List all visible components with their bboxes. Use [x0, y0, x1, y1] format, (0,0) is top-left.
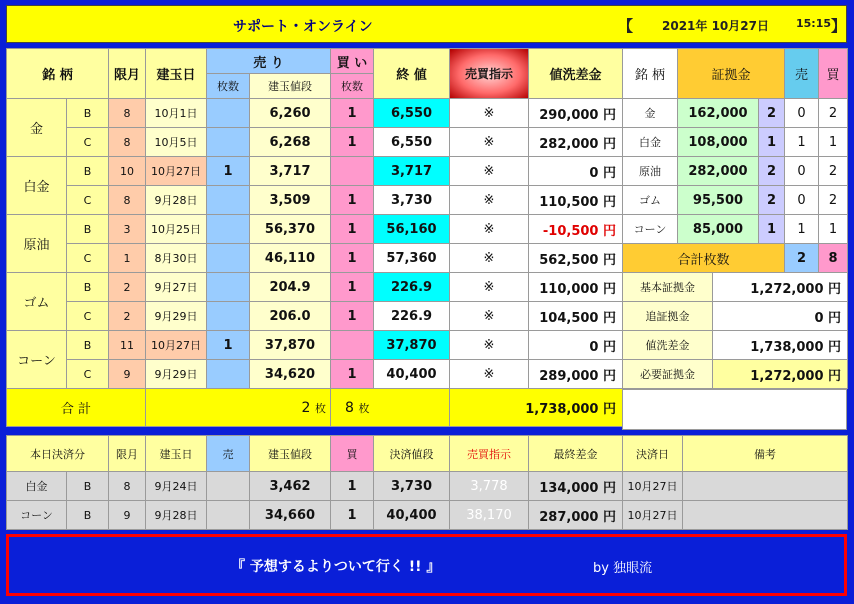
margin-buy: 1 — [819, 215, 848, 244]
settlement-header-buy: 買 — [331, 436, 374, 472]
close-price: 40,400 — [374, 360, 450, 389]
position-row — [7, 302, 623, 331]
sell-count — [207, 128, 250, 157]
settlement-sell — [207, 501, 250, 530]
contract-month: 8 — [109, 99, 146, 128]
margin-brand: ゴム — [623, 186, 678, 215]
settlement-header-section: 本日決済分 — [7, 436, 109, 472]
position-type: B — [67, 157, 109, 186]
margin-sell: 1 — [785, 215, 819, 244]
margin-count: 1 — [759, 128, 785, 157]
settlement-open-price: 3,462 — [250, 472, 331, 501]
settlement-type: B — [67, 472, 109, 501]
margin-row — [623, 128, 848, 157]
open-date: 10月1日 — [146, 99, 207, 128]
margin-row — [623, 99, 848, 128]
position-row — [7, 331, 623, 360]
settlement-instruction: 38,170 — [450, 501, 529, 530]
summary-label: 必要証拠金 — [623, 360, 713, 389]
settlement-header-month: 限月 — [109, 436, 146, 472]
header-month: 限月 — [109, 49, 146, 99]
instruction-mark[interactable]: ※ — [450, 215, 529, 244]
open-price: 37,870 — [250, 331, 331, 360]
contract-month: 2 — [109, 273, 146, 302]
position-row — [7, 128, 623, 157]
margin-row — [623, 157, 848, 186]
header-buy: 買 い — [331, 49, 374, 74]
contract-month: 10 — [109, 157, 146, 186]
open-price: 6,268 — [250, 128, 331, 157]
margin-buy: 2 — [819, 186, 848, 215]
sell-count: 1 — [207, 331, 250, 360]
margin-brand: コーン — [623, 215, 678, 244]
instruction-mark[interactable]: ※ — [450, 302, 529, 331]
buy-count: 1 — [331, 128, 374, 157]
margin-amount: 95,500 — [678, 186, 759, 215]
settlement-instruction: 3,778 — [450, 472, 529, 501]
margin-header-buy: 買 — [819, 49, 848, 99]
sell-count — [207, 302, 250, 331]
settlement-month: 9 — [109, 501, 146, 530]
contract-month: 3 — [109, 215, 146, 244]
settlement-date: 10月27日 — [623, 501, 683, 530]
open-date: 9月29日 — [146, 302, 207, 331]
position-type: B — [67, 215, 109, 244]
position-type: C — [67, 360, 109, 389]
total-sell-count: 2 — [301, 399, 311, 416]
total-buy-count: 8 — [345, 399, 354, 416]
header-buy-count: 枚数 — [331, 74, 374, 99]
margin-total-buy: 8 — [819, 244, 848, 273]
margin-header-amount: 証拠金 — [678, 49, 785, 99]
sell-count — [207, 99, 250, 128]
open-date: 10月25日 — [146, 215, 207, 244]
header-open-price: 建玉値段 — [250, 74, 331, 99]
instruction-mark[interactable]: ※ — [450, 273, 529, 302]
buy-count: 1 — [331, 244, 374, 273]
settlement-price: 3,730 — [374, 472, 450, 501]
margin-row — [623, 186, 848, 215]
margin-count: 2 — [759, 99, 785, 128]
position-row — [7, 99, 623, 128]
price-diff: 0 円 — [529, 331, 623, 360]
summary-label: 値洗差金 — [623, 331, 713, 360]
sell-count — [207, 273, 250, 302]
contract-month: 1 — [109, 244, 146, 273]
summary-row — [623, 360, 848, 389]
brand-name: 原油 — [7, 215, 67, 273]
sell-count — [207, 360, 250, 389]
page-title: サポート・オンライン — [233, 19, 373, 35]
settlement-header-open-price: 建玉値段 — [250, 436, 331, 472]
header-diff: 値洗差金 — [529, 49, 623, 99]
buy-count: 1 — [331, 186, 374, 215]
open-date: 10月5日 — [146, 128, 207, 157]
contract-month: 9 — [109, 360, 146, 389]
instruction-mark[interactable]: ※ — [450, 99, 529, 128]
header-sell: 売 り — [207, 49, 331, 74]
contract-month: 8 — [109, 128, 146, 157]
margin-buy: 2 — [819, 99, 848, 128]
open-price: 6,260 — [250, 99, 331, 128]
margin-count: 2 — [759, 186, 785, 215]
margin-amount: 162,000 — [678, 99, 759, 128]
margin-sell: 0 — [785, 186, 819, 215]
sell-count — [207, 186, 250, 215]
open-date: 10月27日 — [146, 331, 207, 360]
current-time: 15:15 — [796, 17, 832, 30]
close-price: 6,550 — [374, 128, 450, 157]
position-type: B — [67, 99, 109, 128]
margin-sell: 1 — [785, 128, 819, 157]
margin-sell: 0 — [785, 157, 819, 186]
positions-table — [6, 48, 623, 427]
brand-name: 金 — [7, 99, 67, 157]
instruction-mark[interactable]: ※ — [450, 157, 529, 186]
settlement-table — [6, 435, 848, 530]
close-price: 56,160 — [374, 215, 450, 244]
position-type: C — [67, 302, 109, 331]
open-price: 206.0 — [250, 302, 331, 331]
contract-month: 8 — [109, 186, 146, 215]
price-diff: -10,500 円 — [529, 215, 623, 244]
settlement-open-date: 9月24日 — [146, 472, 207, 501]
buy-count: 1 — [331, 360, 374, 389]
sell-count: 1 — [207, 157, 250, 186]
title-bar — [6, 5, 847, 43]
position-type: C — [67, 128, 109, 157]
open-price: 34,620 — [250, 360, 331, 389]
price-diff: 0 円 — [529, 157, 623, 186]
instruction-button[interactable]: 売買指示 — [450, 49, 529, 99]
settlement-brand: コーン — [7, 501, 67, 530]
margin-count: 2 — [759, 157, 785, 186]
margin-header-sell: 売 — [785, 49, 819, 99]
margin-amount: 85,000 — [678, 215, 759, 244]
bracket-left: 【 — [618, 17, 634, 35]
settlement-header-sell: 売 — [207, 436, 250, 472]
position-type: C — [67, 244, 109, 273]
footer-banner — [6, 534, 847, 596]
header-brand: 銘 柄 — [7, 49, 109, 99]
summary-label: 追証拠金 — [623, 302, 713, 331]
buy-count: 1 — [331, 99, 374, 128]
settlement-brand: 白金 — [7, 472, 67, 501]
settlement-header-final-diff: 最終差金 — [529, 436, 623, 472]
bracket-right: 】 — [830, 17, 846, 35]
margin-buy: 2 — [819, 157, 848, 186]
margin-brand: 原油 — [623, 157, 678, 186]
margin-brand: 金 — [623, 99, 678, 128]
settlement-note — [683, 501, 848, 530]
price-diff: 110,500 円 — [529, 186, 623, 215]
settlement-header-note: 備考 — [683, 436, 848, 472]
brand-name: ゴム — [7, 273, 67, 331]
brand-name: コーン — [7, 331, 67, 389]
header-sell-count: 枚数 — [207, 74, 250, 99]
settlement-date: 10月27日 — [623, 472, 683, 501]
open-price: 3,509 — [250, 186, 331, 215]
empty-panel — [622, 389, 847, 430]
margin-amount: 282,000 — [678, 157, 759, 186]
position-row — [7, 215, 623, 244]
margin-brand: 白金 — [623, 128, 678, 157]
instruction-mark[interactable]: ※ — [450, 244, 529, 273]
position-row — [7, 360, 623, 389]
price-diff: 290,000 円 — [529, 99, 623, 128]
settlement-header-settle-date: 決済日 — [623, 436, 683, 472]
position-row — [7, 186, 623, 215]
margin-total-sell: 2 — [785, 244, 819, 273]
close-price: 6,550 — [374, 99, 450, 128]
margin-count: 1 — [759, 215, 785, 244]
close-price: 3,717 — [374, 157, 450, 186]
margin-sell: 0 — [785, 99, 819, 128]
summary-row — [623, 302, 848, 331]
total-row: 合 計 2 枚 8 枚 1,738,000 円 — [7, 389, 623, 427]
settlement-buy: 1 — [331, 501, 374, 530]
settlement-header-settle-price: 決済値段 — [374, 436, 450, 472]
open-date: 9月27日 — [146, 273, 207, 302]
position-type: B — [67, 331, 109, 360]
settlement-final-diff: 287,000 円 — [529, 501, 623, 530]
price-diff: 289,000 円 — [529, 360, 623, 389]
open-date: 9月28日 — [146, 186, 207, 215]
open-date: 9月29日 — [146, 360, 207, 389]
position-row — [7, 244, 623, 273]
summary-row — [623, 331, 848, 360]
header-close: 終 値 — [374, 49, 450, 99]
settlement-buy: 1 — [331, 472, 374, 501]
summary-value: 1,272,000 円 — [713, 273, 848, 302]
brand-name: 白金 — [7, 157, 67, 215]
position-type: B — [67, 273, 109, 302]
margin-header-brand: 銘 柄 — [623, 49, 678, 99]
position-type: C — [67, 186, 109, 215]
summary-row — [623, 273, 848, 302]
summary-value: 0 円 — [713, 302, 848, 331]
settlement-header-open-date: 建玉日 — [146, 436, 207, 472]
open-date: 8月30日 — [146, 244, 207, 273]
settlement-sell — [207, 472, 250, 501]
summary-value: 1,738,000 円 — [713, 331, 848, 360]
instruction-mark[interactable]: ※ — [450, 186, 529, 215]
margin-amount: 108,000 — [678, 128, 759, 157]
price-diff: 104,500 円 — [529, 302, 623, 331]
buy-count — [331, 157, 374, 186]
contract-month: 2 — [109, 302, 146, 331]
sell-count — [207, 215, 250, 244]
total-diff: 1,738,000 円 — [450, 389, 623, 427]
footer-byline: by 独眼流 — [593, 561, 653, 576]
settlement-row — [7, 472, 848, 501]
price-diff: 282,000 円 — [529, 128, 623, 157]
settlement-type: B — [67, 501, 109, 530]
close-price: 3,730 — [374, 186, 450, 215]
close-price: 37,870 — [374, 331, 450, 360]
open-price: 46,110 — [250, 244, 331, 273]
summary-value: 1,272,000 円 — [713, 360, 848, 389]
price-diff: 562,500 円 — [529, 244, 623, 273]
buy-count: 1 — [331, 273, 374, 302]
margin-table — [622, 48, 848, 389]
header-open-date: 建玉日 — [146, 49, 207, 99]
buy-count: 1 — [331, 215, 374, 244]
instruction-mark[interactable]: ※ — [450, 360, 529, 389]
summary-label: 基本証拠金 — [623, 273, 713, 302]
settlement-open-price: 34,660 — [250, 501, 331, 530]
margin-buy: 1 — [819, 128, 848, 157]
settlement-header-instruction: 売買指示 — [450, 436, 529, 472]
open-price: 204.9 — [250, 273, 331, 302]
settlement-open-date: 9月28日 — [146, 501, 207, 530]
close-price: 226.9 — [374, 302, 450, 331]
margin-total-label: 合計枚数 — [623, 244, 785, 273]
buy-count: 1 — [331, 302, 374, 331]
contract-month: 11 — [109, 331, 146, 360]
margin-row — [623, 215, 848, 244]
instruction-mark[interactable]: ※ — [450, 128, 529, 157]
settlement-month: 8 — [109, 472, 146, 501]
close-price: 226.9 — [374, 273, 450, 302]
sell-count — [207, 244, 250, 273]
settlement-note — [683, 472, 848, 501]
open-price: 3,717 — [250, 157, 331, 186]
settlement-final-diff: 134,000 円 — [529, 472, 623, 501]
instruction-mark[interactable]: ※ — [450, 331, 529, 360]
open-date: 10月27日 — [146, 157, 207, 186]
position-row — [7, 273, 623, 302]
position-row — [7, 157, 623, 186]
settlement-price: 40,400 — [374, 501, 450, 530]
current-date: 2021年 10月27日 — [662, 19, 769, 33]
total-label: 合 計 — [7, 389, 146, 427]
settlement-row — [7, 501, 848, 530]
buy-count — [331, 331, 374, 360]
price-diff: 110,000 円 — [529, 273, 623, 302]
footer-slogan: 『 予想するよりついて行く !! 』 — [231, 559, 441, 575]
close-price: 57,360 — [374, 244, 450, 273]
open-price: 56,370 — [250, 215, 331, 244]
